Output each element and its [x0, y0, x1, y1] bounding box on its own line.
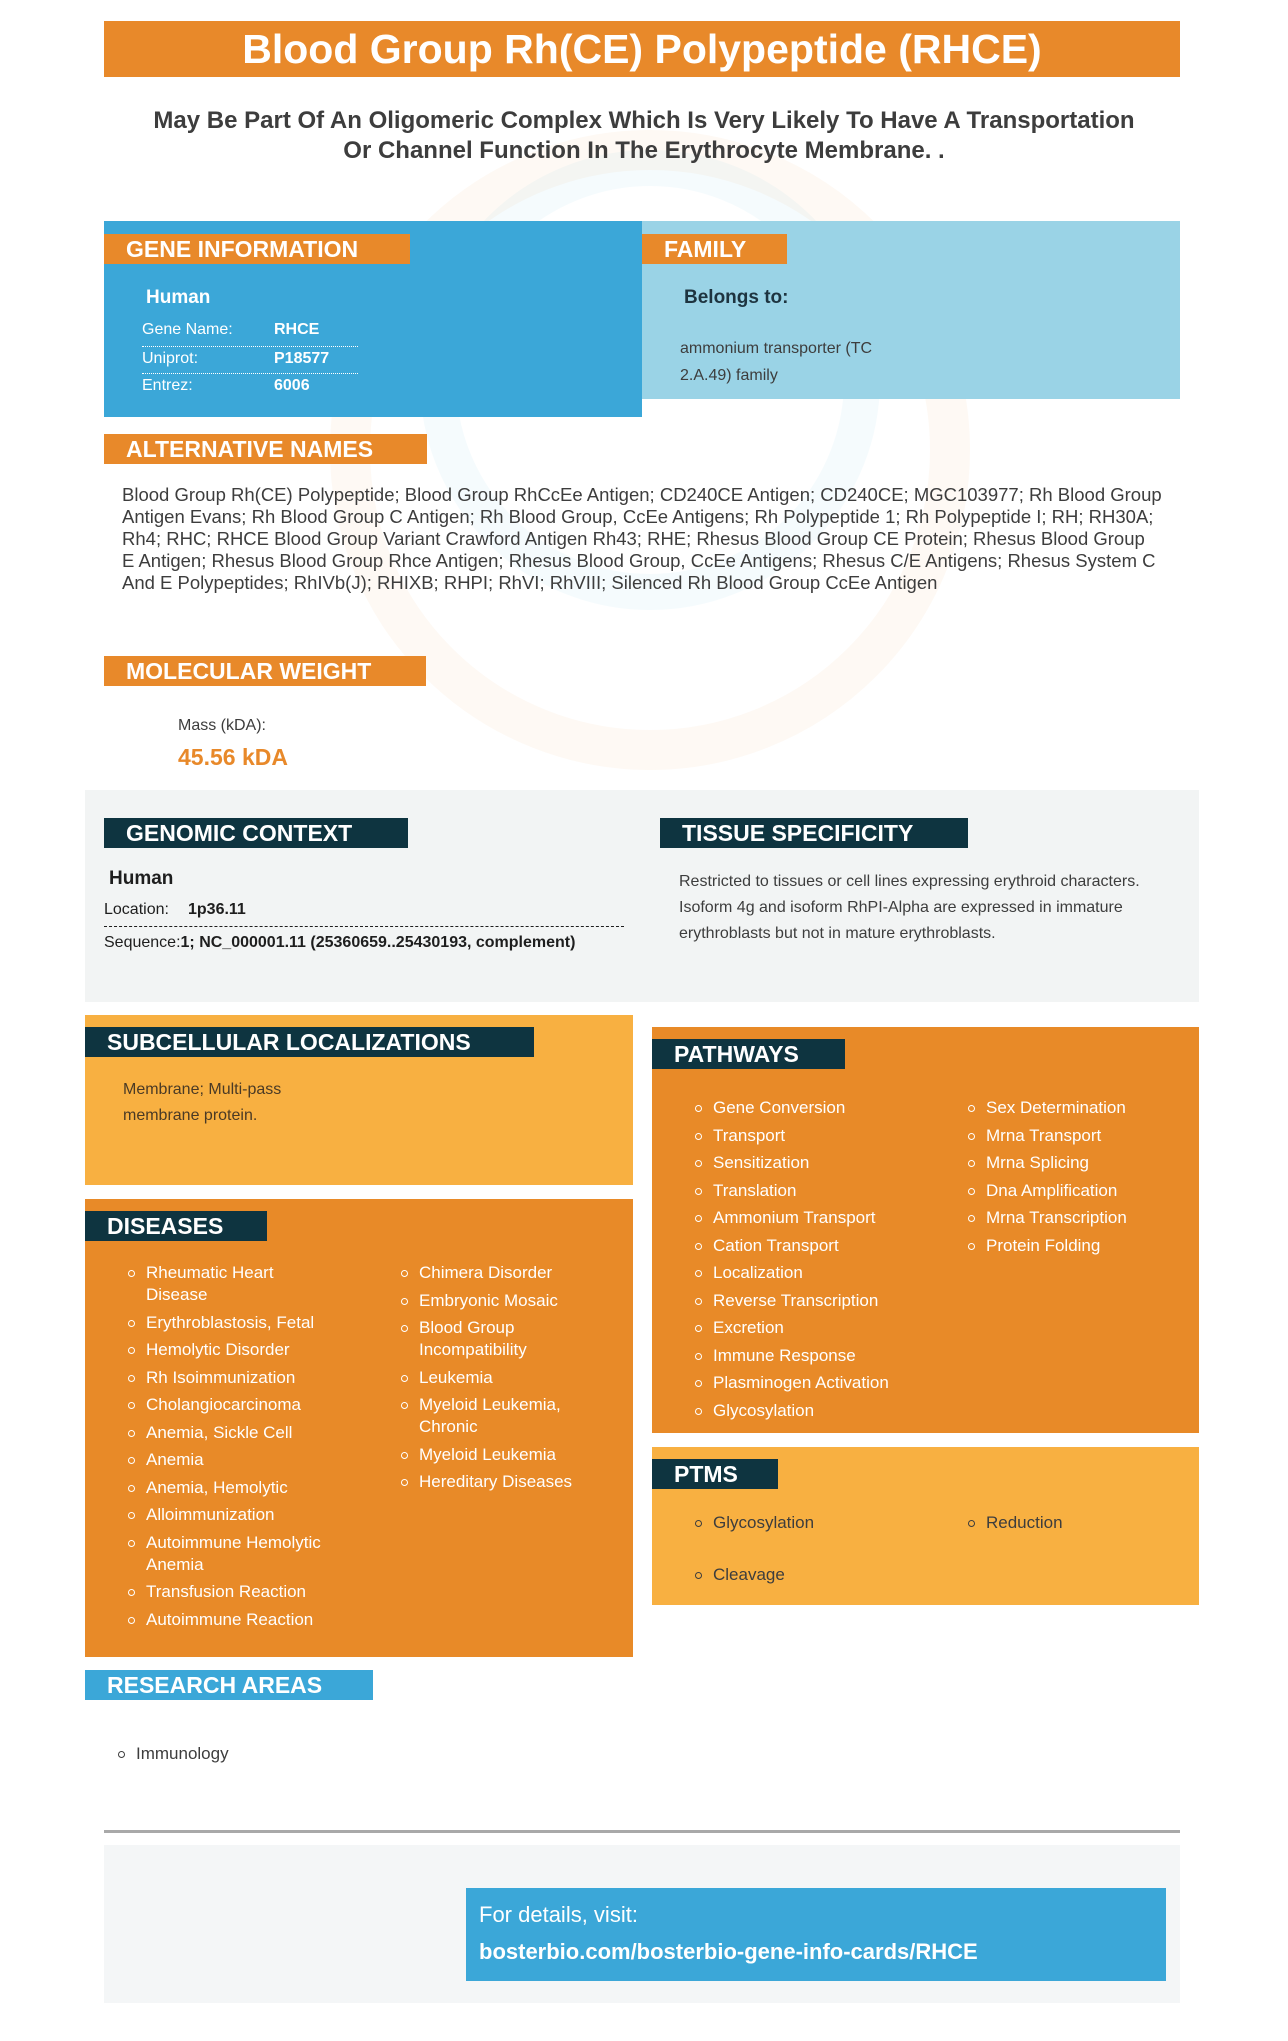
list-item: Cation Transport [693, 1235, 933, 1257]
list-item: Mrna Splicing [966, 1152, 1186, 1174]
list-item: Alloimmunization [126, 1504, 336, 1526]
alternative-names-text: Blood Group Rh(CE) Polypeptide; Blood Group RhCcEe Antigen; CD240CE Antigen; CD240CE; MGC103977; Rh Blood Group Antigen Evans; Rh Blood Group C Antigen; Rh Blood Group, CcEe Antigens; Rh Polypeptide 1; Rh Polypeptide I; RH; RH30A; Rh4; RHC; RHCE Blood Group Variant Crawford Antigen Rh43; RHE; Rhesus Blood Group CE Protein; Rhesus Blood Group E Antigen; Rhesus Blood Group Rhce Antigen; Rhesus Blood Group, CcEe Antigens; Rhesus C/E Antigens; Rhesus System C And E Polypeptides; RhIVb(J); RHIXB; RHPI; RhVI; RhVIII; Silenced Rh Blood Group CcEe Antigen [122, 484, 1162, 593]
list-item: Blood Group Incompatibility [399, 1317, 599, 1361]
list-item: Mrna Transcription [966, 1207, 1186, 1229]
family-panel [642, 221, 1180, 399]
sequence-row [104, 934, 644, 952]
pathways-panel [652, 1027, 1199, 1433]
diseases-list-col2 [399, 1262, 599, 1499]
list-item: Myeloid Leukemia [399, 1444, 599, 1466]
diseases-list-col1 [126, 1262, 336, 1636]
ptms-heading: PTMS [652, 1459, 778, 1489]
location-value: 1p36.11 [188, 901, 246, 918]
list-item: Cholangiocarcinoma [126, 1394, 336, 1416]
gene-name-row [142, 321, 358, 347]
uniprot-row [142, 347, 358, 374]
list-item: Myeloid Leukemia, Chronic [399, 1394, 599, 1438]
list-item: Glycosylation [693, 1512, 893, 1534]
list-item: Mrna Transport [966, 1125, 1186, 1147]
gene-species: Human [146, 287, 211, 308]
list-item: Anemia, Hemolytic [126, 1477, 336, 1499]
molecular-weight-heading: MOLECULAR WEIGHT [104, 656, 426, 686]
diseases-heading: DISEASES [85, 1211, 267, 1241]
list-item: Reduction [966, 1512, 1166, 1534]
list-item: Immunology [116, 1743, 416, 1765]
location-label: Location: [104, 901, 169, 918]
list-item: Gene Conversion [693, 1097, 933, 1119]
location-row [104, 901, 624, 927]
list-item: Anemia [126, 1449, 336, 1471]
list-item: Protein Folding [966, 1235, 1186, 1257]
list-item: Hemolytic Disorder [126, 1339, 336, 1361]
gene-name-label: Gene Name: [142, 321, 233, 338]
genomic-context-heading: GENOMIC CONTEXT [104, 818, 408, 848]
sequence-label: Sequence: [104, 934, 181, 951]
list-item: Dna Amplification [966, 1180, 1186, 1202]
gene-name-value: RHCE [274, 321, 320, 338]
list-item: Transfusion Reaction [126, 1581, 336, 1603]
list-item: Rheumatic Heart Disease [126, 1262, 336, 1306]
pathways-list-col2 [966, 1097, 1186, 1262]
list-item: Glycosylation [693, 1400, 933, 1422]
genomic-species: Human [109, 868, 174, 889]
list-item: Localization [693, 1262, 933, 1284]
list-item: Sensitization [693, 1152, 933, 1174]
subcellular-text: Membrane; Multi-pass membrane protein. [123, 1081, 282, 1124]
ptms-panel [652, 1447, 1199, 1605]
list-item: Hereditary Diseases [399, 1471, 599, 1493]
footer-link-box[interactable] [466, 1888, 1166, 1981]
gene-information-heading: GENE INFORMATION [104, 234, 410, 264]
footer-label: For details, visit: [479, 1902, 638, 1927]
subcellular-panel [85, 1015, 633, 1185]
list-item: Chimera Disorder [399, 1262, 599, 1284]
context-panel [85, 790, 1199, 1002]
list-item: Rh Isoimmunization [126, 1367, 336, 1389]
alternative-names-heading: ALTERNATIVE NAMES [104, 434, 427, 464]
ptms-list-col1 [693, 1512, 893, 1592]
entrez-value: 6006 [274, 377, 310, 394]
footer-divider [104, 1830, 1180, 1833]
list-item: Sex Determination [966, 1097, 1186, 1119]
list-item: Transport [693, 1125, 933, 1147]
list-item: Autoimmune Hemolytic Anemia [126, 1532, 336, 1576]
family-text: ammonium transporter (TC 2.A.49) family [680, 340, 873, 384]
research-areas-heading: RESEARCH AREAS [85, 1670, 373, 1700]
list-item: Ammonium Transport [693, 1207, 933, 1229]
list-item: Leukemia [399, 1367, 599, 1389]
uniprot-value: P18577 [274, 350, 330, 367]
list-item: Translation [693, 1180, 933, 1202]
diseases-panel [85, 1199, 633, 1657]
list-item: Anemia, Sickle Cell [126, 1422, 336, 1444]
page-title: Blood Group Rh(CE) Polypeptide (RHCE) [104, 21, 1180, 77]
mass-label: Mass (kDA): [178, 717, 266, 734]
mass-value: 45.56 kDA [178, 744, 288, 770]
gene-information-panel [104, 221, 642, 417]
family-heading: FAMILY [642, 234, 787, 264]
list-item: Autoimmune Reaction [126, 1609, 336, 1631]
uniprot-label: Uniprot: [142, 350, 199, 367]
list-item: Erythroblastosis, Fetal [126, 1312, 336, 1334]
tissue-specificity-heading: TISSUE SPECIFICITY [660, 818, 968, 848]
tissue-specificity-text: Restricted to tissues or cell lines expressing erythroid characters. Isoform 4g and isoform RhPI-Alpha are expressed in immature erythroblasts but not in mature erythroblasts. [679, 873, 1140, 942]
family-belongs-label: Belongs to: [684, 287, 789, 308]
list-item: Reverse Transcription [693, 1290, 933, 1312]
subcellular-heading: SUBCELLULAR LOCALIZATIONS [85, 1027, 534, 1057]
list-item: Cleavage [693, 1564, 893, 1586]
entrez-row [142, 377, 358, 401]
list-item: Plasminogen Activation [693, 1372, 933, 1394]
list-item: Embryonic Mosaic [399, 1290, 599, 1312]
pathways-list-col1 [693, 1097, 933, 1427]
footer-url-link[interactable]: bosterbio.com/bosterbio-gene-info-cards/RHCE [479, 1939, 978, 1964]
page-subtitle: May Be Part Of An Oligomeric Complex Which Is Very Likely To Have A Transportation Or Channel Function In The Erythrocyte Membrane. . [153, 107, 1135, 164]
ptms-list-col2 [966, 1512, 1166, 1540]
list-item: Immune Response [693, 1345, 933, 1367]
sequence-value: 1; NC_000001.11 (25360659..25430193, complement) [180, 934, 576, 951]
research-areas-list [116, 1743, 416, 1771]
pathways-heading: PATHWAYS [652, 1039, 845, 1069]
list-item: Excretion [693, 1317, 933, 1339]
entrez-label: Entrez: [142, 377, 193, 394]
